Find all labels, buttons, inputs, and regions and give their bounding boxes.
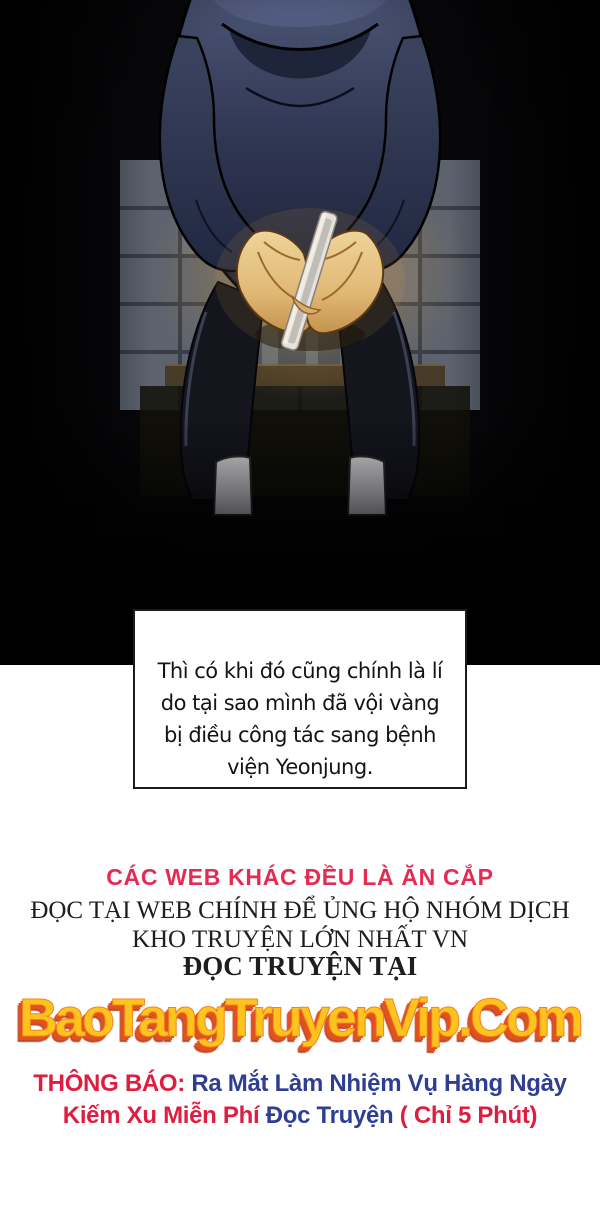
notice-label: THÔNG BÁO: bbox=[33, 1070, 192, 1097]
support-text: ĐỌC TẠI WEB CHÍNH ĐỂ ỦNG HỘ NHÓM DỊCH bbox=[30, 897, 570, 924]
site-logo: BaoTangTruyenVip.Com bbox=[18, 988, 582, 1048]
caption-line-1: Thì có khi đó cũng chính là lí bbox=[157, 659, 443, 683]
notice-line-1 bbox=[0, 1068, 600, 1100]
caption-line-4: viện Yeonjung. bbox=[227, 755, 373, 779]
left-shadow bbox=[0, 0, 150, 665]
read-at-text: ĐỌC TRUYỆN TẠI bbox=[182, 951, 418, 981]
caption-line-2: do tại sao mình đã vội vàng bbox=[160, 691, 440, 715]
notice-free-coins-text: Kiếm Xu Miễn Phí bbox=[62, 1102, 266, 1129]
notice-daily-quest-text: Ra Mắt Làm Nhiệm Vụ Hàng Ngày bbox=[191, 1070, 567, 1097]
repo-text: KHO TRUYỆN LỚN NHẤT VN bbox=[131, 926, 469, 953]
notice-duration-text: ( Chỉ 5 Phút) bbox=[399, 1102, 538, 1129]
notice-line-2 bbox=[0, 1100, 600, 1132]
speech-caption-box bbox=[133, 609, 467, 789]
piracy-warning-text: CÁC WEB KHÁC ĐỀU LÀ ĂN CẮP bbox=[106, 864, 494, 890]
caption-line-3: bị điều công tác sang bệnh bbox=[164, 723, 436, 747]
right-shadow bbox=[450, 0, 600, 665]
notice-read-text: Đọc Truyện bbox=[265, 1102, 400, 1129]
